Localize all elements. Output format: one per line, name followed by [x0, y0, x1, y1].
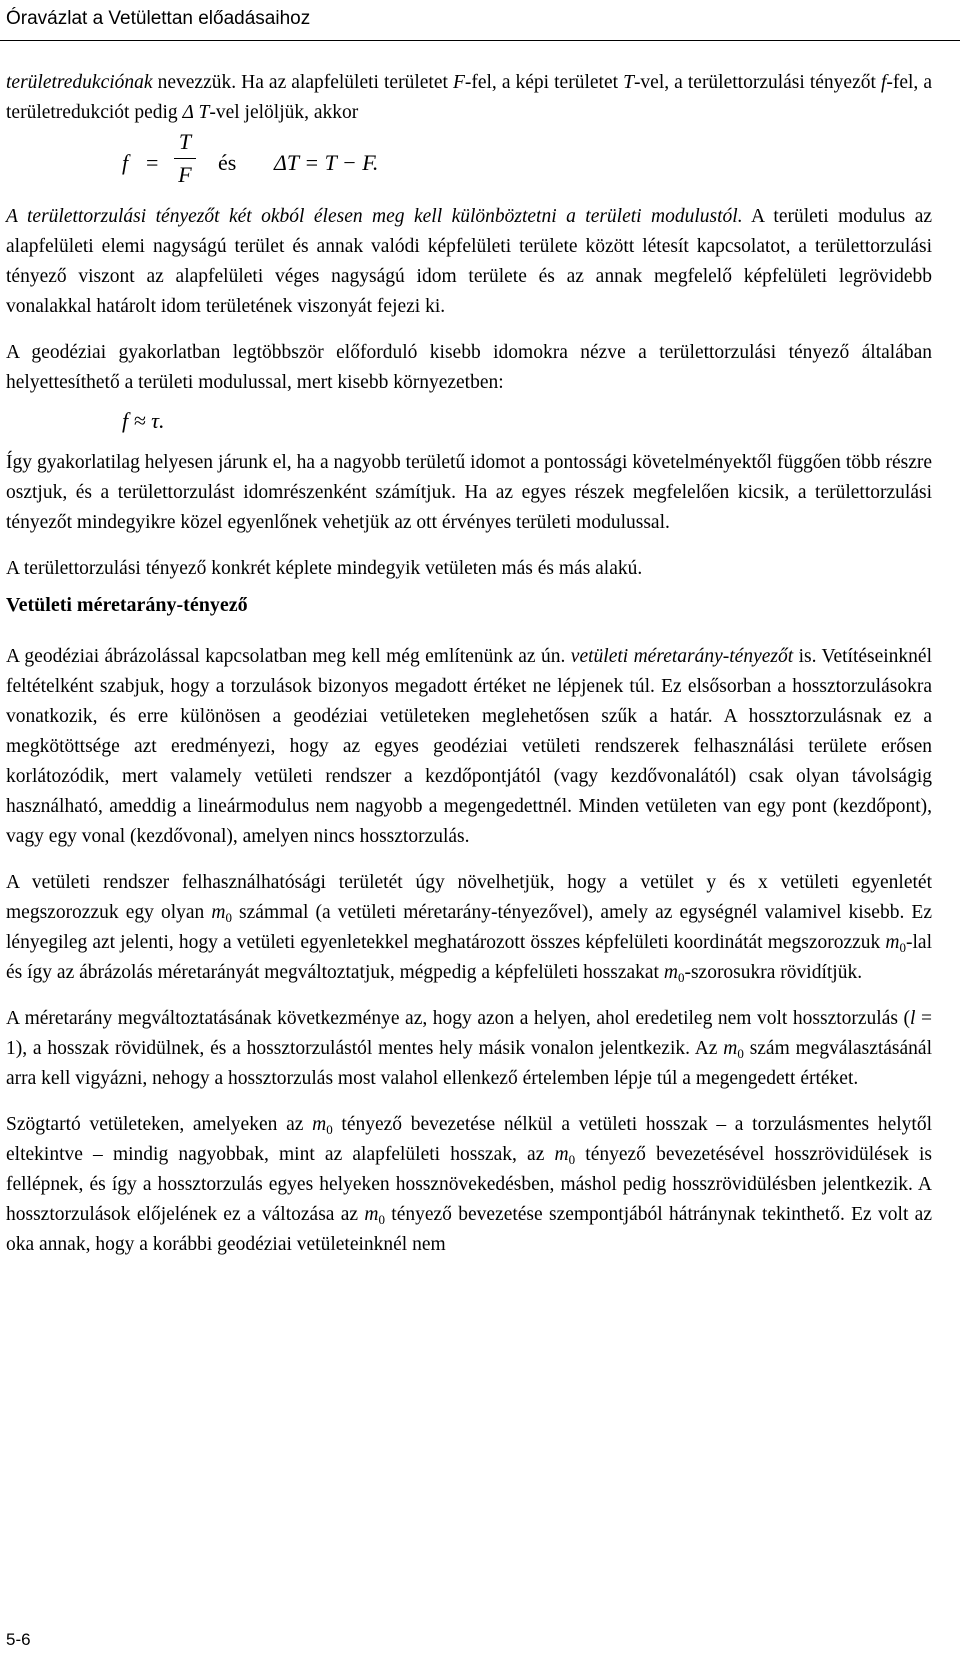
paragraph-usable-area: A vetületi rendszer felhasználhatósági területét úgy növelhetjük, hogy a vetület y és x vetületi egyenletét megszorozzuk egy olyan $m_0$ számmal (a vetületi méretarány-tényezővel), amely az egységnél valamivel kisebb. Ez lényegileg azt jelenti, hogy a vetületi egyenletekkel meghatározott összes képfelületi koordinátát megszorozzuk $m_0$-lal és így az ábrázolás méretarányát megváltoztatjuk, mégpedig a képfelületi hosszakat $m_0$-szorosukra rövidítjük. [6, 872, 932, 985]
page-header [0, 0, 960, 40]
document-body [6, 68, 932, 1260]
formula-approximation: f ≈ τ. [122, 408, 165, 433]
formula-fraction [174, 128, 196, 189]
header-divider [0, 40, 960, 41]
fraction-bar [174, 158, 196, 159]
header-title: Óravázlat a Vetülettan előadásaihoz [6, 8, 311, 29]
section-heading: Vetületi méretarány-tényező [6, 594, 248, 616]
formula-equals: = [146, 150, 159, 175]
fraction-numerator: T [178, 129, 192, 154]
formula-area-reduction: ΔT = T − F. [274, 150, 379, 175]
paragraph-formula-note: A területtorzulási tényező konkrét képlete mindegyik vetületen más és más alakú. [6, 558, 643, 579]
paragraph-distinction: A területtorzulási tényezőt két okból élesen meg kell különböztetni a területi modulustól. A területi modulus az alapfelületi elemi nagyságú terület és annak valódi képfelületi területe között létesít kapcsolatot, a területtorzulási tényező viszont az alapfelületi véges nagyságú idom területe és az annak megfelelő képfelületi legrövidebb vonalakkal határolt idom területének viszonyát fejezi ki. [6, 206, 933, 317]
page-number: 5-6 [6, 1630, 31, 1649]
paragraph-conformal: Szögtartó vetületeken, amelyeken az $m_0$ tényező bevezetése nélkül a vetületi hosszak – a torzulásmentes helytől eltekintve – mindig nagyobbak, mint az alapfelületi hosszak, az $m_0$ tényező bevezetésével hosszrövidülések is fellépnek, és így a hossztorzulás egyes helyeken hossznövekedésben, máshol pedig hosszrövidülésben jelentkezik. A hossztorzulások előjelének ez a változása az $m_0$ tényező bevezetése szempontjából hátránynak tekinthető. Ez volt az oka annak, hogy a korábbi geodéziai vetületeinknél nem [6, 1114, 933, 1255]
formula-conjunction: és [218, 150, 237, 175]
fraction-denominator: F [178, 162, 192, 187]
paragraph-scale-factor: A geodéziai ábrázolással kapcsolatban meg kell még említenünk az ún. vetületi méretarány-tényezőt is. Vetítéseinknél feltételként szabjuk, hogy a torzulások bizonyos megadott értéket ne lépjenek túl. Ez elsősorban a hossztorzulásokra vonatkozik, és erre különösen a geodéziai vetületeken meglehetősen szűk a határ. A hossztorzulásnak ez a megkötöttsége azt eredményezi, hogy az egyes geodéziai vetületi rendszerek felhasználási területe erősen korlátozódik, mert valamely vetületi rendszer a kezdőpontjától (vagy kezdővonalától) csak olyan távolságig használható, ameddig a lineármodulus nem nagyobb a megengedettnél. Minden vetületen van egy pont (kezdőpont), vagy egy vonal (kezdővonal), amelyen nincs hossztorzulás. [6, 646, 932, 847]
formula-lhs: f [122, 150, 129, 175]
formula-area-distortion [6, 128, 932, 202]
paragraph-area-reduction: területredukciónak nevezzük. Ha az alapfelületi területet F-fel, a képi területet T-vel, a területtorzulási tényezőt f-fel, a területredukciót pedig Δ T-vel jelöljük, akkor [6, 72, 933, 123]
paragraph-scale-change: A méretarány megváltoztatásának következménye az, hogy azon a helyen, ahol eredetileg nem volt hossztorzulás (l = 1), a hosszak rövidülnek, és a hossztorzulástól mentes hely másik vonalon jelentkezik. Az $m_0$ szám megválasztásánál arra kell vigyázni, nehogy a hossztorzulás most valahol ellenkező értelemben lépje túl a megengedett értéket. [6, 1008, 933, 1089]
paragraph-practical: Így gyakorlatilag helyesen járunk el, ha a nagyobb területű idomot a pontossági követelményektől függően több részre osztjuk, és a területtorzulást idomrészenként számítjuk. Ha az egyes részek megfelelően kicsik, a területtorzulási tényezőt mindegyikre közel egyenlőnek vehetjük az ott érvényes területi modulussal. [6, 452, 932, 533]
paragraph-geodetic-practice: A geodéziai gyakorlatban legtöbbször előforduló kisebb idomokra nézve a területtorzulási tényező általában helyettesíthető a területi modulussal, mert kisebb környezetben: [6, 342, 932, 393]
